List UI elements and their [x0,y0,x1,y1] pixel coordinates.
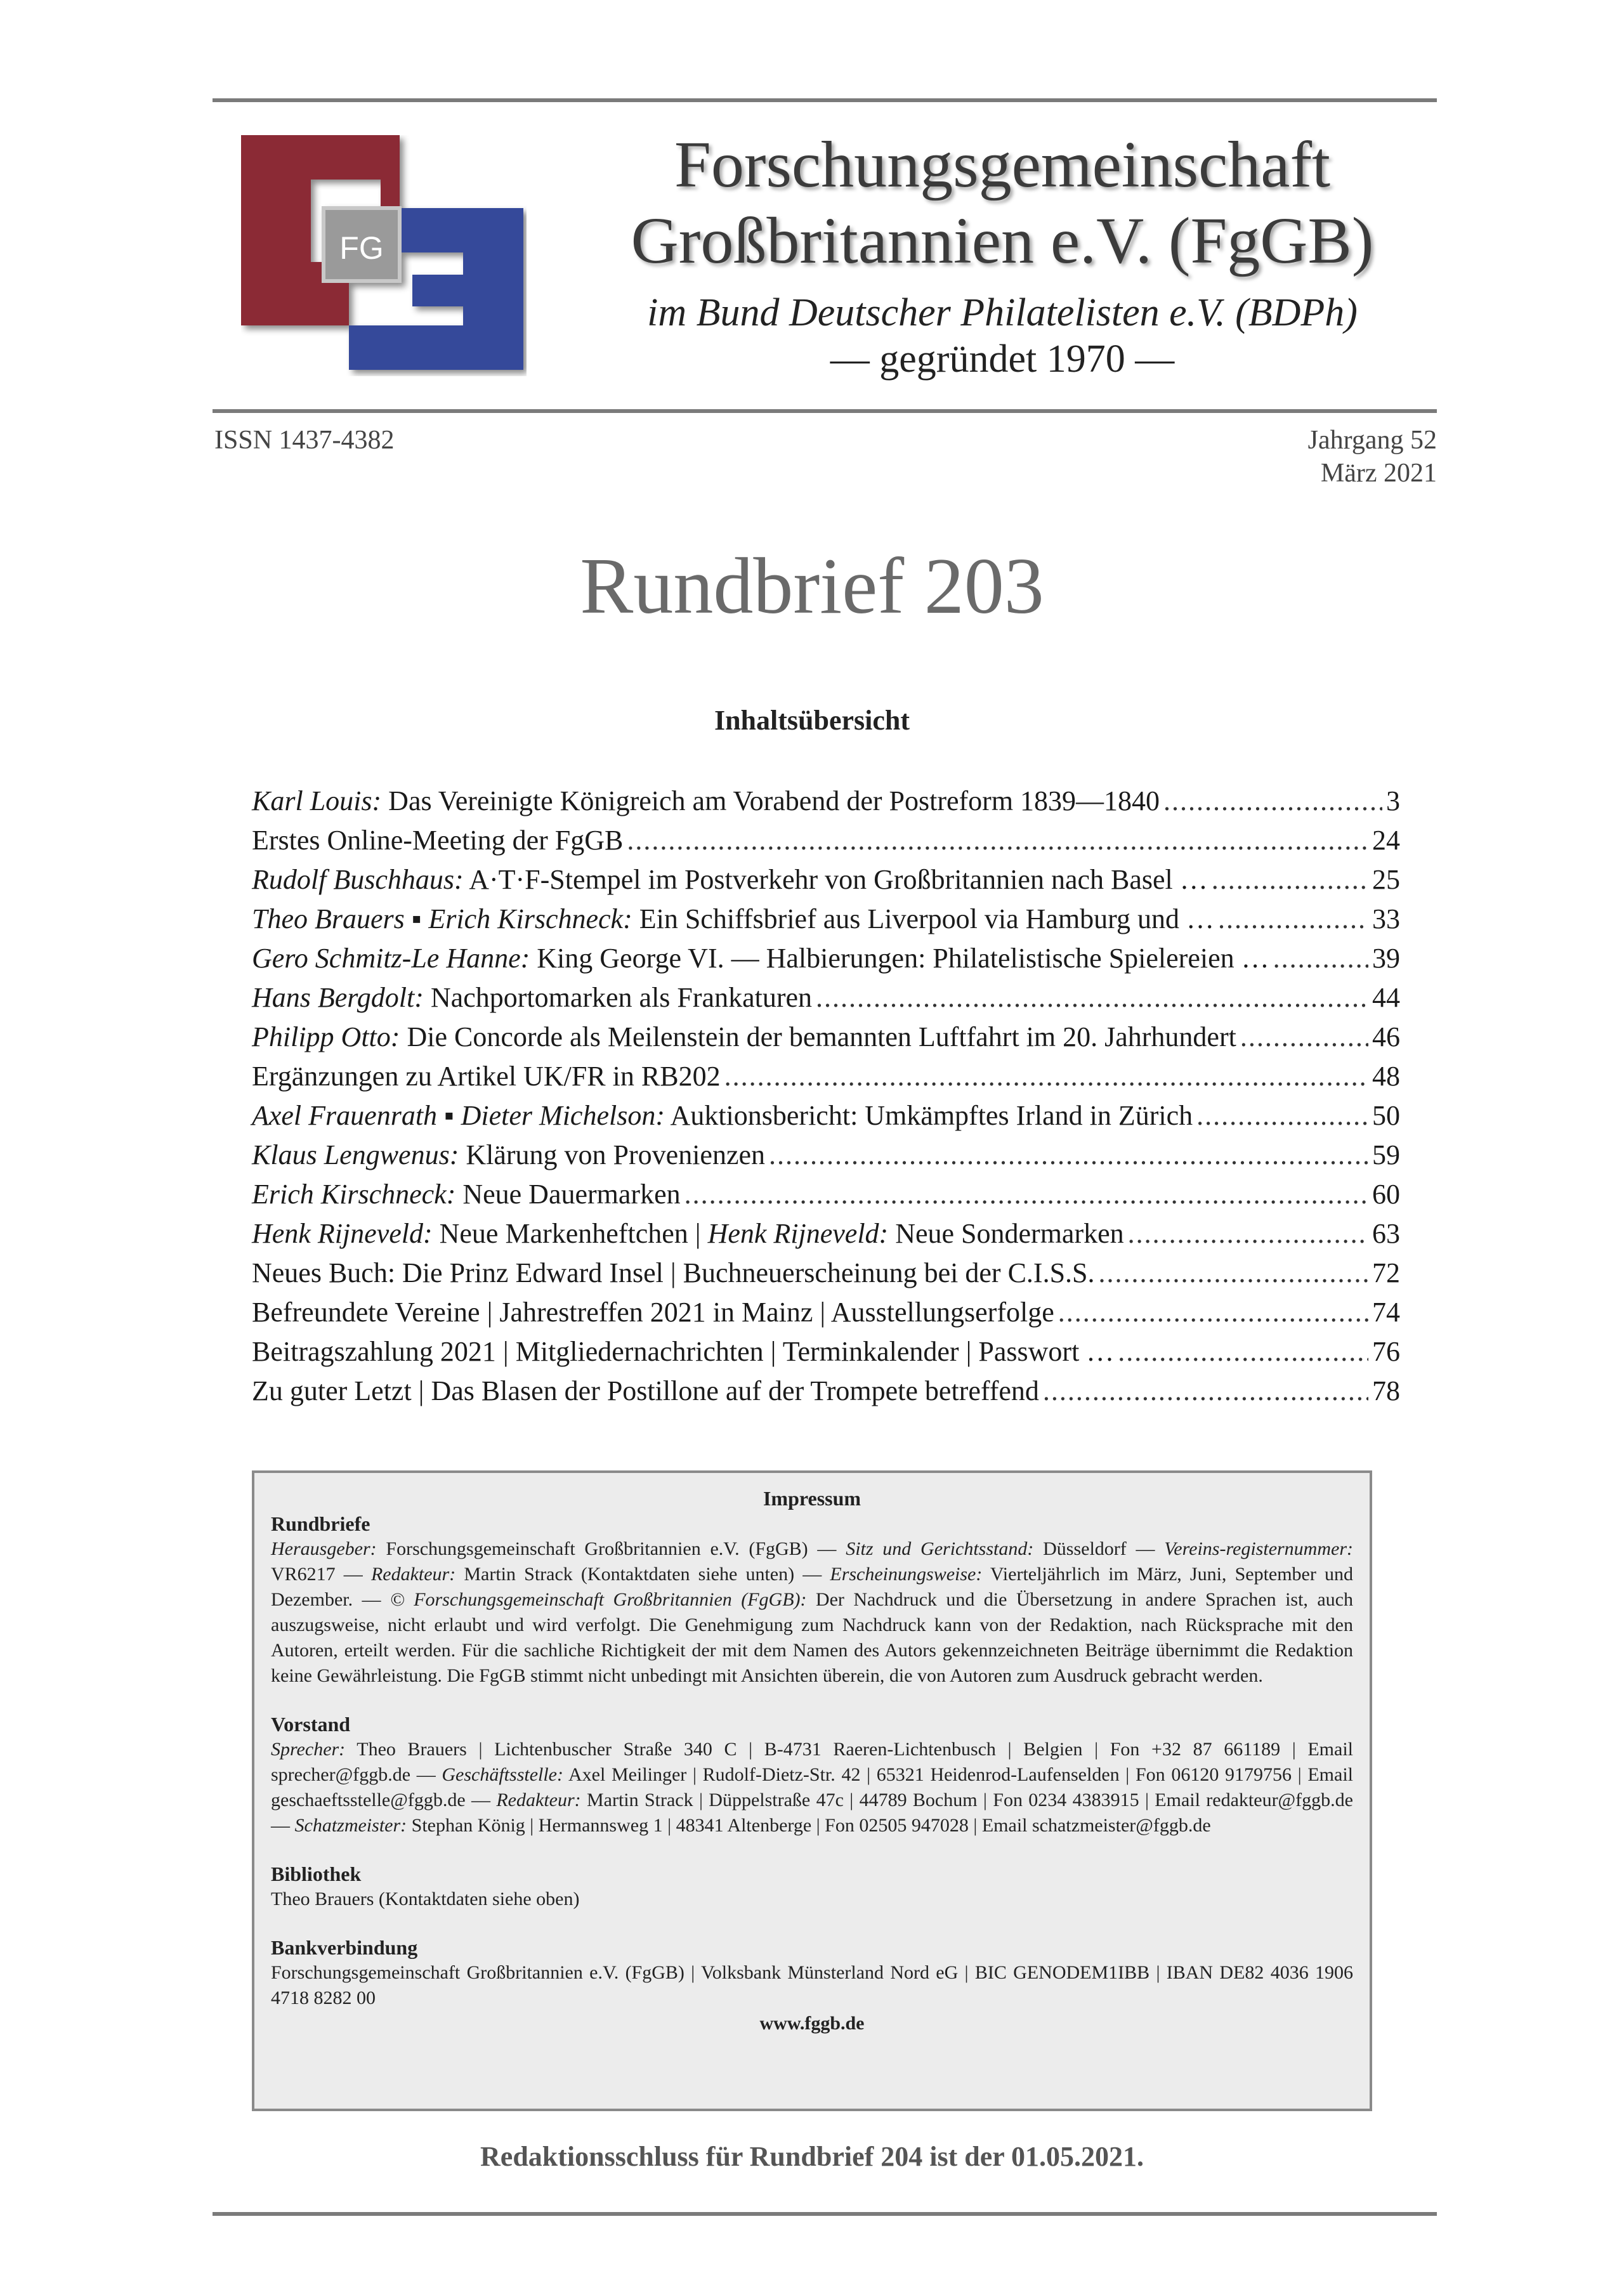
toc-author: Henk Rijneveld: [252,1218,433,1249]
label: Redakteur: [496,1790,581,1810]
bottom-rule [213,2212,1437,2216]
issue-date: März 2021 [1320,459,1437,488]
label: Vereins-registernummer: [1164,1538,1353,1559]
toc-title: Neue Sondermarken [888,1218,1124,1249]
label: Schatzmeister: [294,1815,407,1836]
toc-leader [1273,939,1368,978]
rundbriefe-text [271,1536,1353,1689]
toc-title: Neue Dauermarken [455,1179,681,1210]
toc-page: 74 [1372,1297,1400,1328]
toc-leader [724,1057,1368,1096]
volume: Jahrgang 52 [1307,426,1437,455]
toc-leader [1128,1214,1368,1254]
toc-heading: Inhaltsübersicht [714,705,910,736]
toc-leader [1099,1254,1368,1293]
toc-page: 46 [1372,1021,1400,1052]
header-rule [213,409,1437,413]
toc-page: 33 [1372,903,1400,934]
label: Erscheinungsweise: [830,1564,983,1585]
toc-title: A·T·F-Stempel im Postverkehr von Großbritannien nach Basel … [463,864,1208,895]
toc-entry[interactable] [252,1136,1400,1175]
toc-leader [769,1136,1368,1175]
toc-author: Henk Rijneveld: [707,1218,889,1249]
toc-page: 39 [1372,943,1400,974]
toc-author: Rudolf Buschhaus: [252,864,464,895]
toc-page: 24 [1372,825,1400,856]
toc-leader [1043,1371,1368,1411]
toc-author: Axel Frauenrath ▪ Dieter Michelson: [252,1100,665,1131]
toc-entry[interactable] [252,1175,1400,1214]
toc-leader [1212,860,1368,900]
label: Sprecher: [271,1739,346,1760]
toc-leader [1058,1293,1368,1332]
toc-leader [1118,1332,1368,1371]
toc-page: 44 [1372,982,1400,1013]
toc-title: King George VI. — Halbierungen: Philatelistische Spielereien … [530,943,1269,974]
toc-page: 50 [1372,1100,1400,1131]
value: Stephan König | Hermannsweg 1 | 48341 Altenberge | Fon 02505 947028 | Email schatzmeister@fggb.de [407,1815,1211,1836]
value: Martin Strack (Kontaktdaten siehe unten) — [455,1564,830,1585]
toc-entry[interactable] [252,860,1400,900]
bank-heading: Bankverbindung [271,1936,418,1959]
toc-page: 59 [1372,1139,1400,1170]
org-name-line1: Forschungsgemeinschaft [674,128,1330,201]
org-name-line2: Großbritannien e.V. (FgGB) [631,204,1374,277]
toc-entry[interactable] [252,900,1400,939]
value: Axel Meilinger | Rudolf-Dietz-Str. 42 | 65321 Heidenrod-Laufenselden | Fon 06120 9179756 | Email geschaeftsstelle@fggb.de — [271,1764,1353,1810]
toc-entry[interactable] [252,978,1400,1018]
toc-author: Hans Bergdolt: [252,982,424,1013]
toc-leader [1240,1018,1368,1057]
toc-author: Gero Schmitz-Le Hanne: [252,943,530,974]
top-rule [213,98,1437,102]
toc-entry[interactable] [252,1293,1400,1332]
value: Theo Brauers | Lichtenbuscher Straße 340 C | B-4731 Raeren-Lichtenbusch | Belgien | Fon +32 87 661189 | Email sprecher@fggb.de — [271,1739,1353,1785]
toc-title: Befreundete Vereine | Jahrestreffen 2021 in Mainz | Ausstellungserfolge [252,1297,1054,1328]
toc-page: 3 [1386,785,1400,816]
value: VR6217 — [271,1564,371,1585]
toc-entry[interactable] [252,1254,1400,1293]
impressum-heading: Impressum [763,1487,861,1510]
toc-page: 48 [1372,1061,1400,1092]
label: Geschäftsstelle: [442,1764,563,1785]
label: Herausgeber: [271,1538,377,1559]
vorstand-text [271,1737,1353,1838]
page-title: Rundbrief 203 [580,542,1044,631]
toc-entry[interactable] [252,821,1400,860]
impressum-box [252,1470,1372,2111]
toc-title: Klärung von Provenienzen [459,1139,766,1170]
toc-page: 76 [1372,1336,1400,1367]
toc-title: Nachportomarken als Frankaturen [423,982,813,1013]
toc-leader [627,821,1368,860]
toc-page: 60 [1372,1179,1400,1210]
toc-title: Neue Markenheftchen | [432,1218,708,1249]
rundbriefe-heading: Rundbriefe [271,1512,370,1535]
toc-page: 78 [1372,1375,1400,1406]
editorial-deadline: Redaktionsschluss für Rundbrief 204 ist der 01.05.2021. [480,2141,1144,2172]
toc-entry[interactable] [252,1214,1400,1254]
toc-title: Auktionsbericht: Umkämpftes Irland in Zürich [664,1100,1193,1131]
toc-title: Die Concorde als Meilenstein der bemannten Luftfahrt im 20. Jahrhundert [400,1021,1236,1052]
toc-author: Philipp Otto: [252,1021,400,1052]
value: Vierteljährlich im März, Juni, September und Dezember. — [271,1564,1353,1610]
toc-author: Erich Kirschneck: [252,1179,456,1210]
toc-leader [816,978,1368,1018]
value: Der Nachdruck und die Übersetzung in andere Sprachen ist, auch auszugsweise, nicht erlaubt und wird verfolgt. Die Genehmigung zum Nachdruck kann von der Redaktion, nach Rücksprache mit den Autoren, erteilt werden. Für die sachliche Richtigkeit der mit dem Namen des Autors gekennzeichneten Beiträge übernimmt die Redaktion keine Gewährleistung. Die FgGB stimmt nicht unbedingt mit Ansichten überein, die von Autoren zum Ausdruck gebracht werden. [271,1589,1353,1686]
toc-title: Das Vereinigte Königreich am Vorabend der Postreform 1839—1840 [381,785,1160,816]
toc-entry[interactable] [252,939,1400,978]
toc-author: Theo Brauers ▪ Erich Kirschneck: [252,903,632,934]
toc-leader [1196,1096,1368,1136]
value: Forschungsgemeinschaft Großbritannien e.V. (FgGB) — [376,1538,846,1559]
toc-entry[interactable] [252,1371,1400,1411]
toc-entry[interactable] [252,1057,1400,1096]
label: © Forschungsgemeinschaft Großbritannien (FgGB): [390,1589,807,1610]
toc-leader [684,1175,1368,1214]
value: Martin Strack | Düppelstraße 47c | 44789 Bochum | Fon 0234 4383915 | Email redakteur@fggb.de — [271,1790,1353,1836]
bibliothek-text: Theo Brauers (Kontaktdaten siehe oben) [271,1889,580,1909]
website-link[interactable]: www.fggb.de [759,2013,865,2034]
toc-entry[interactable] [252,1018,1400,1057]
toc-entry[interactable] [252,1096,1400,1136]
org-founded: — gegründet 1970 — [830,337,1175,381]
toc-page: 25 [1372,864,1400,895]
toc-author: Karl Louis: [252,785,382,816]
bank-text: Forschungsgemeinschaft Großbritannien e.V. (FgGB) | Volksbank Münsterland Nord eG | BIC GENODEM1IBB | IBAN DE82 4036 1906 4718 8282 00 [271,1962,1353,2008]
logo-text: FG [339,230,384,266]
toc-title: Ein Schiffsbrief aus Liverpool via Hamburg und … [632,903,1215,934]
fggb-logo [241,135,527,376]
toc-leader [1218,900,1368,939]
issn: ISSN 1437-4382 [214,426,395,455]
toc-page: 72 [1372,1257,1400,1288]
label: Redakteur: [370,1564,456,1585]
value: Düsseldorf — [1033,1538,1165,1559]
toc-author: Klaus Lengwenus: [252,1139,459,1170]
table-of-contents [252,782,1400,1411]
org-affiliation: im Bund Deutscher Philatelisten e.V. (BDPh) [647,291,1358,334]
toc-leader [1163,782,1382,821]
vorstand-heading: Vorstand [271,1713,351,1736]
bibliothek-heading: Bibliothek [271,1862,362,1885]
toc-title: Beitragszahlung 2021 | Mitgliedernachrichten | Terminkalender | Passwort … [252,1336,1115,1367]
label: Sitz und Gerichtsstand: [846,1538,1034,1559]
toc-entry[interactable] [252,1332,1400,1371]
toc-title: Neues Buch: Die Prinz Edward Insel | Buchneuerscheinung bei der C.I.S.S. [252,1257,1095,1288]
toc-title: Zu guter Letzt | Das Blasen der Postillone auf der Trompete betreffend [252,1375,1039,1406]
toc-entry[interactable] [252,782,1400,821]
toc-title: Ergänzungen zu Artikel UK/FR in RB202 [252,1061,721,1092]
toc-title: Erstes Online-Meeting der FgGB [252,825,624,856]
toc-page: 63 [1372,1218,1400,1249]
